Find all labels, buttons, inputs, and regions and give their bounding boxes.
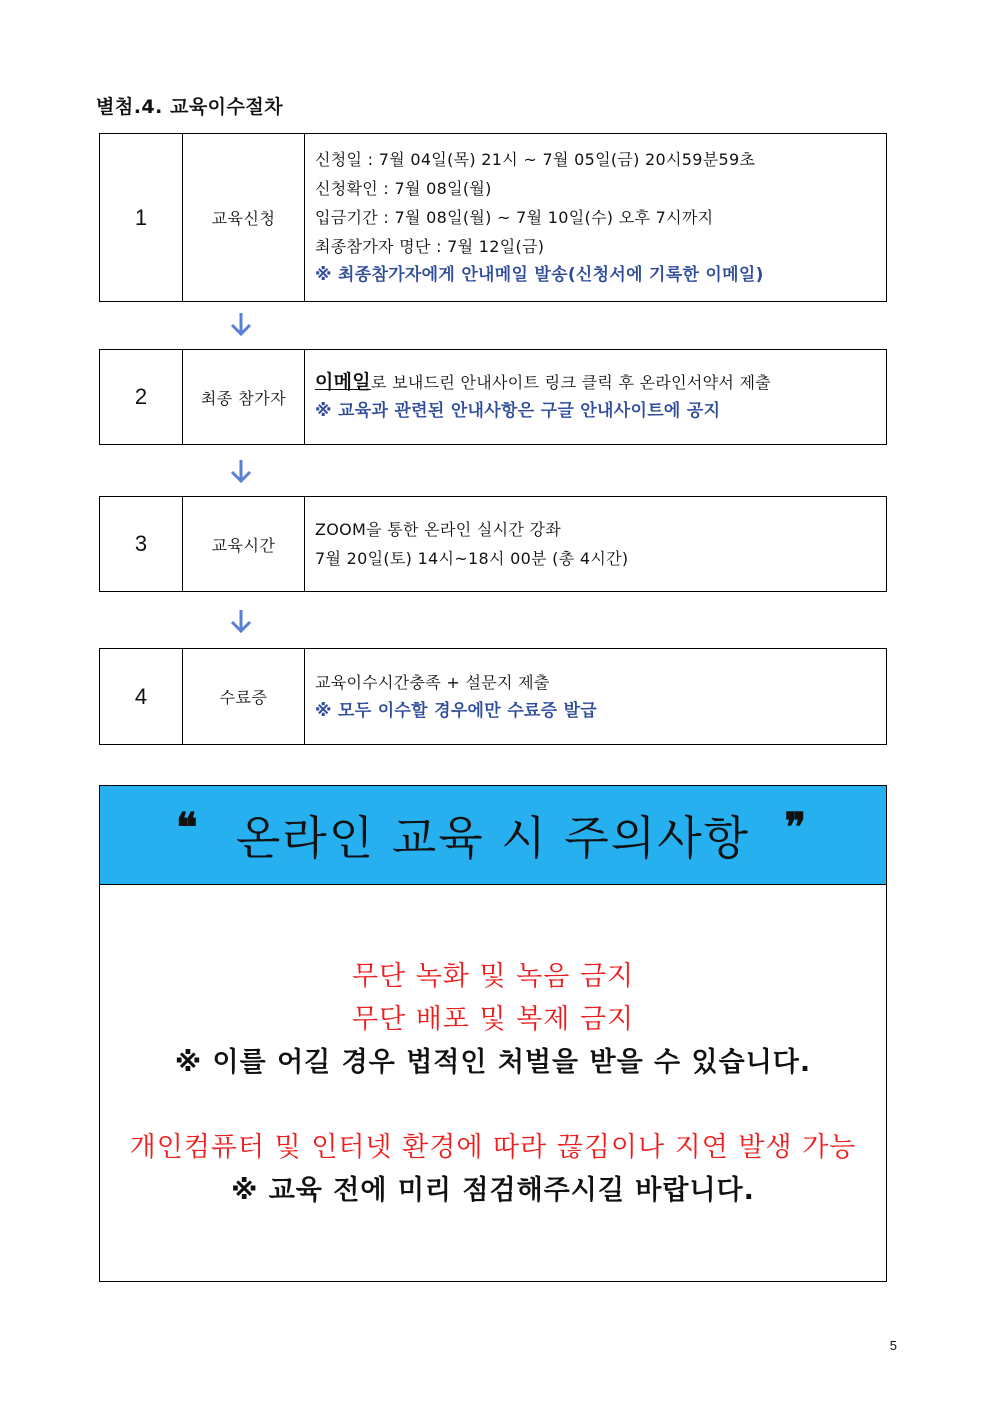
step-description (305, 350, 886, 444)
step-2-row (99, 349, 887, 445)
open-quote-icon: ❝ (176, 804, 200, 851)
desc-line: 최종참가자 명단 : 7월 12일(금) (315, 237, 545, 256)
step-number: 2 (100, 350, 183, 444)
spacer (100, 1084, 886, 1126)
step-label: 교육신청 (183, 134, 305, 301)
step-description (305, 649, 886, 744)
desc-line (315, 368, 886, 397)
desc-line: 7월 20일(토) 14시~18시 00분 (총 4시간) (315, 549, 629, 568)
desc-line-rest: 로 보내드린 안내사이트 링크 클릭 후 온라인서약서 제출 (370, 373, 772, 392)
notice-box (99, 785, 887, 1282)
desc-note: ※ 교육과 관련된 안내사항은 구글 안내사이트에 공지 (315, 401, 721, 421)
step-description (305, 497, 886, 591)
page-title: 별첨.4. 교육이수절차 (96, 96, 284, 118)
warning-line: 무단 배포 및 복제 금지 (351, 1004, 635, 1035)
desc-note: ※ 모두 이수할 경우에만 수료증 발급 (315, 700, 598, 721)
warning-note: ※ 교육 전에 미리 점검해주시길 바랍니다. (231, 1175, 755, 1206)
notice-header (100, 786, 886, 885)
step-label: 최종 참가자 (183, 350, 305, 444)
arrow-down-icon (228, 311, 254, 337)
step-3-row (99, 496, 887, 592)
desc-line: 신청일 : 7월 04일(목) 21시 ~ 7월 05일(금) 20시59분59초 (315, 150, 756, 169)
email-emphasis: 이메일 (315, 371, 371, 393)
step-label: 수료증 (183, 649, 305, 744)
notice-heading: 온라인 교육 시 주의사항 (235, 811, 751, 865)
desc-line: 교육이수시간충족 + 설문지 제출 (315, 672, 550, 692)
warning-note: ※ 이를 어길 경우 법적인 처벌을 받을 수 있습니다. (174, 1047, 812, 1078)
desc-line: 입금기간 : 7월 08일(월) ~ 7월 10일(수) 오후 7시까지 (315, 208, 714, 227)
step-number: 1 (100, 134, 183, 301)
step-4-row (99, 648, 887, 745)
arrow-down-icon (228, 608, 254, 634)
step-label: 교육시간 (183, 497, 305, 591)
desc-line: 신청확인 : 7월 08일(월) (315, 179, 492, 198)
close-quote-icon: ❞ (784, 804, 808, 851)
warning-line: 개인컴퓨터 및 인터넷 환경에 따라 끊김이나 지연 발생 가능 (129, 1132, 857, 1163)
step-number: 4 (100, 649, 183, 744)
step-number: 3 (100, 497, 183, 591)
notice-body (100, 885, 886, 1212)
warning-line: 무단 녹화 및 녹음 금지 (351, 961, 635, 992)
desc-note: ※ 최종참가자에게 안내메일 발송(신청서에 기록한 이메일) (315, 265, 764, 285)
page-number: 5 (889, 1338, 897, 1353)
desc-line: ZOOM을 통한 온라인 실시간 강좌 (315, 520, 562, 539)
step-description (305, 134, 886, 301)
step-1-row (99, 133, 887, 302)
arrow-down-icon (228, 458, 254, 484)
